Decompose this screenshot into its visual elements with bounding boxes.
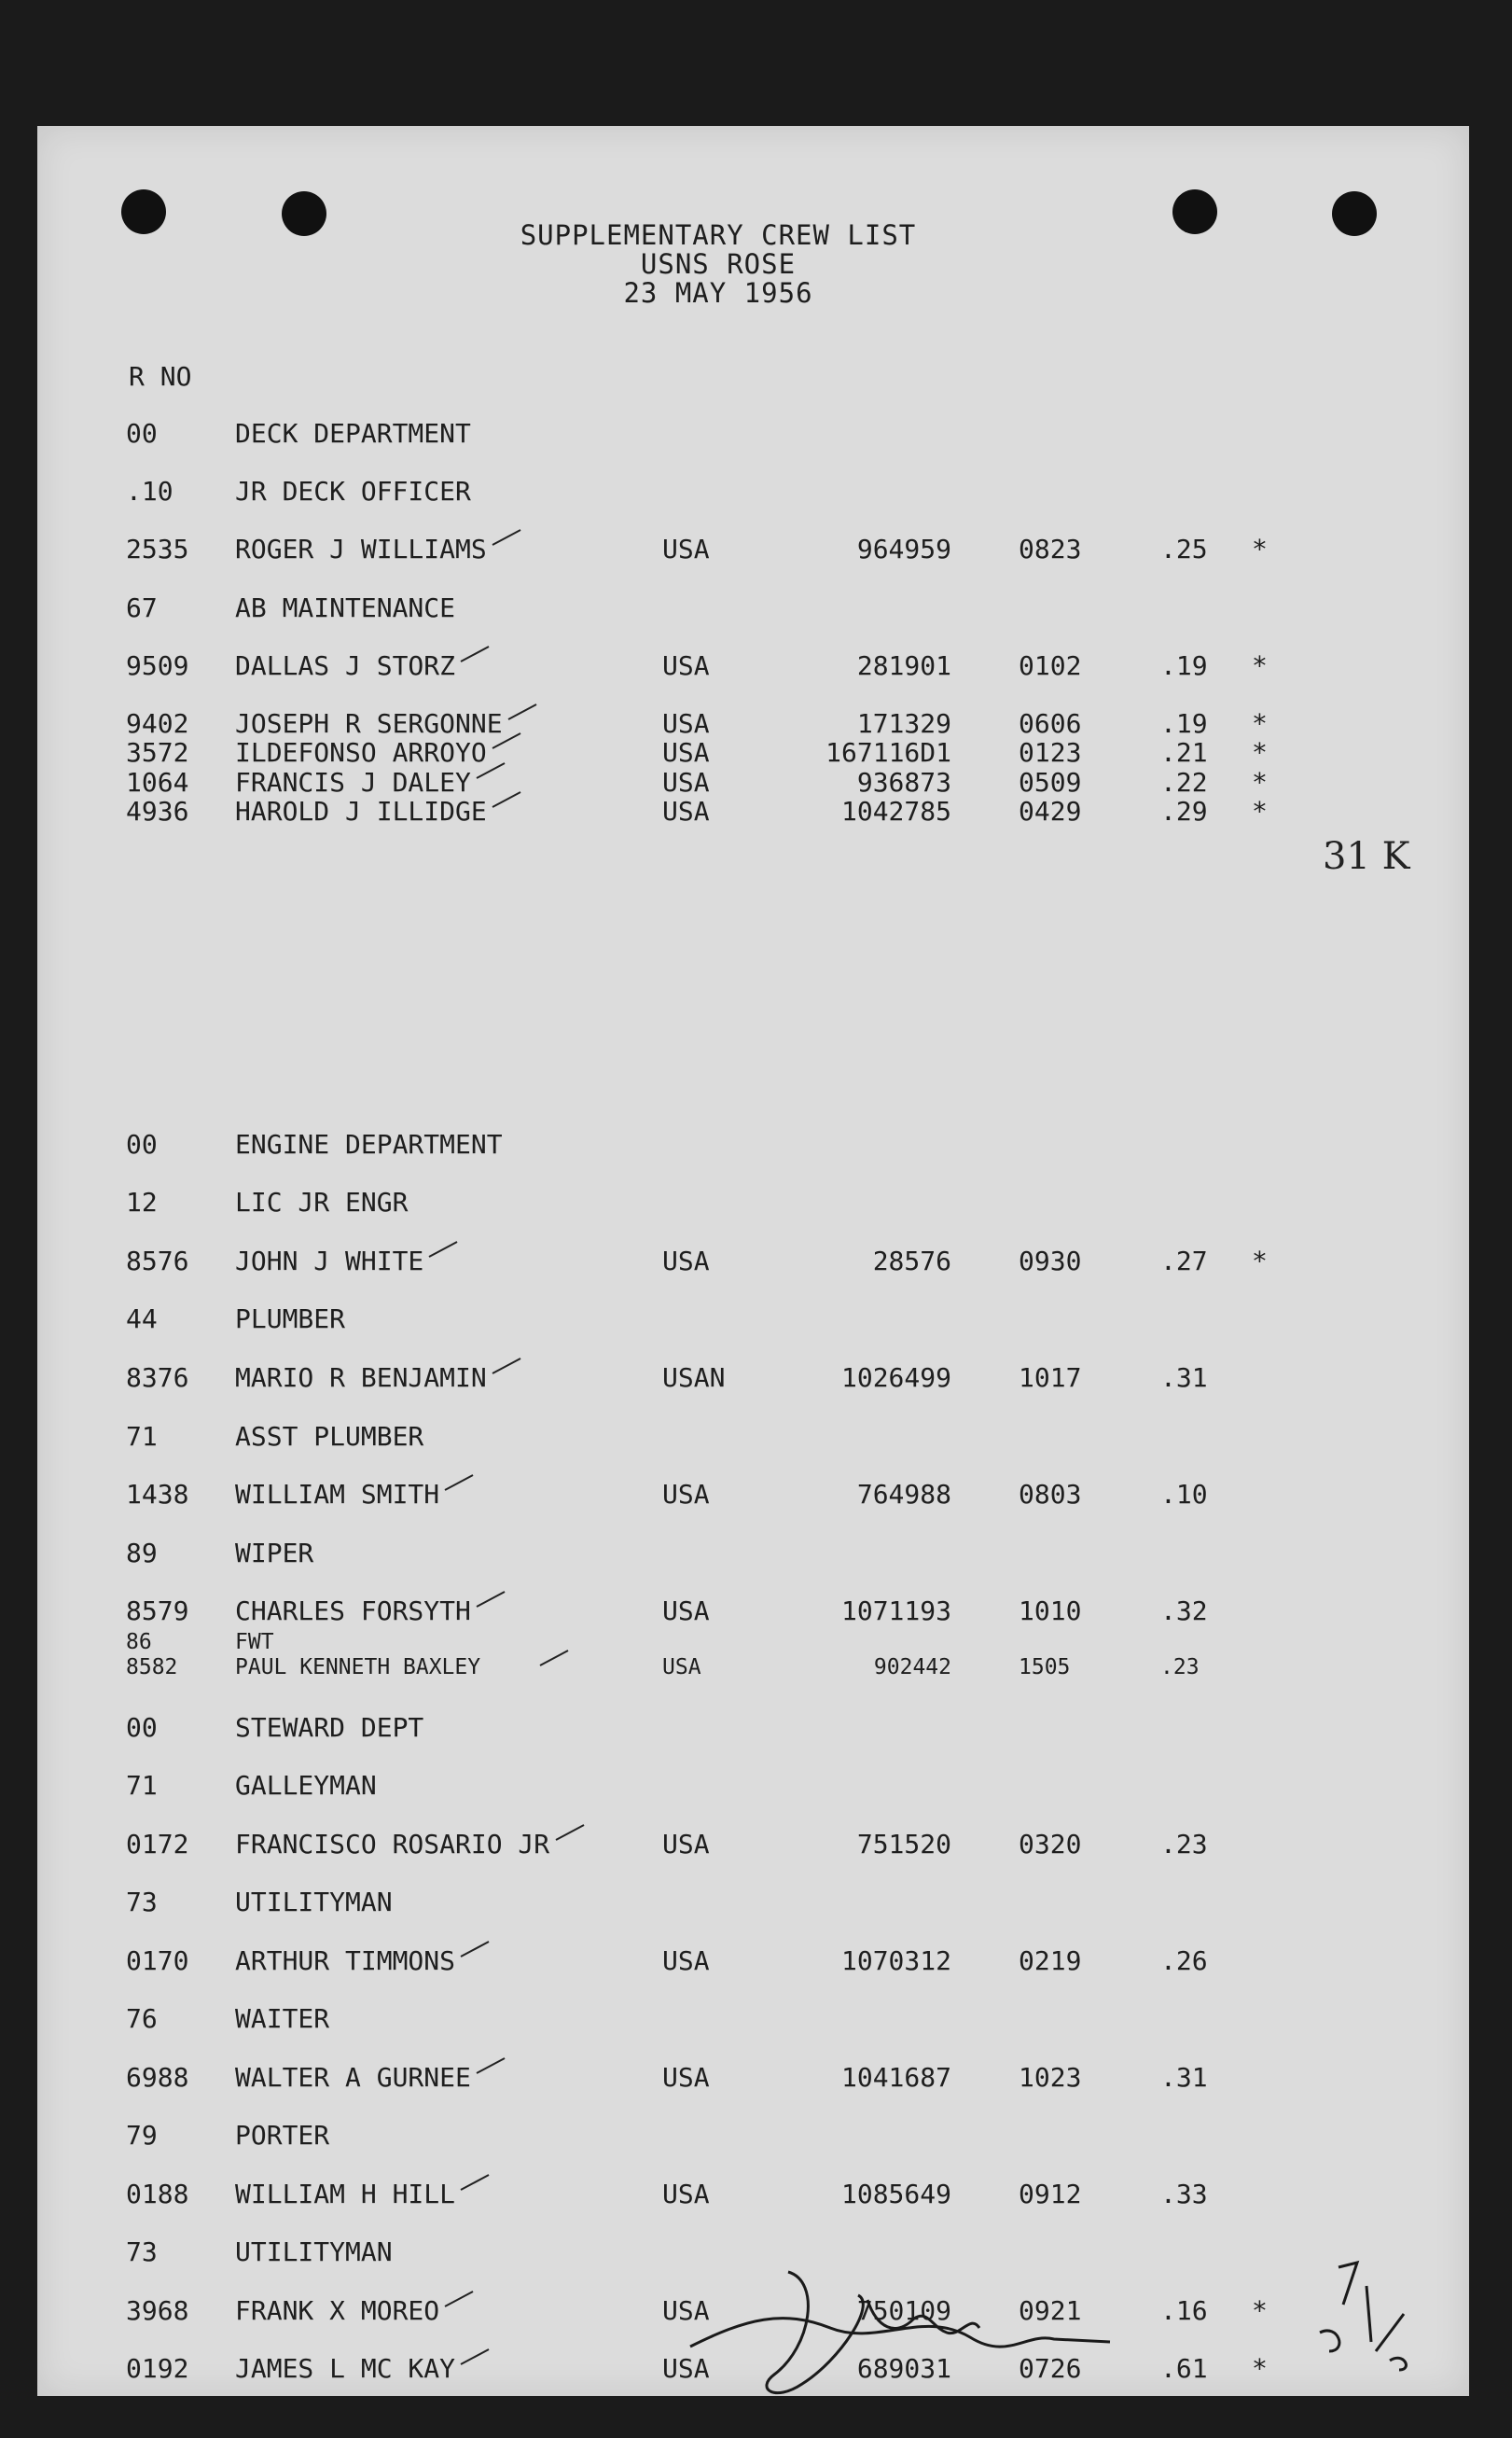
crew-ref-number: 8376 (126, 1362, 189, 1393)
asterisk-mark: * (1252, 650, 1268, 681)
crew-nationality: USA (662, 708, 710, 739)
crew-code-number: 0803 (1019, 1479, 1082, 1510)
crew-ref-number: 9509 (126, 650, 189, 681)
crew-name: WILLIAM SMITH (235, 1479, 440, 1510)
section-title: PORTER (235, 2120, 330, 2151)
crew-rate: .23 (1160, 1655, 1200, 1679)
crew-id-number: 964959 (856, 534, 951, 564)
section-title: WIPER (235, 1538, 314, 1568)
crew-name: ARTHUR TIMMONS (235, 1945, 456, 1976)
crew-rate: .61 (1160, 2353, 1208, 2384)
crew-rate: .26 (1160, 1945, 1208, 1976)
crew-ref-number: 8582 (126, 1655, 178, 1679)
crew-name: ILDEFONSO ARROYO (235, 737, 487, 768)
crew-ref-number: 1438 (126, 1479, 189, 1510)
crew-nationality: USA (662, 737, 710, 768)
crew-name: WILLIAM H HILL (235, 2179, 456, 2209)
crew-name: FRANK X MOREO (235, 2295, 440, 2326)
crew-code-number: 0912 (1019, 2179, 1082, 2209)
crew-id-number: 1041687 (840, 2062, 951, 2093)
crew-code-number: 0606 (1019, 708, 1082, 739)
section-title: JR DECK OFFICER (235, 476, 471, 507)
section-code: .10 (126, 476, 173, 507)
crew-nationality: USA (662, 2295, 710, 2326)
crew-rate: .27 (1160, 1246, 1208, 1276)
section-title: WAITER (235, 2003, 330, 2034)
crew-rate: .22 (1160, 767, 1208, 798)
crew-ref-number: 6988 (126, 2062, 189, 2093)
crew-nationality: USA (662, 2179, 710, 2209)
section-title: GALLEYMAN (235, 1770, 377, 1801)
document-title: SUPPLEMENTARY CREW LIST (520, 219, 917, 251)
crew-id-number: 281901 (856, 650, 951, 681)
section-title: UTILITYMAN (235, 2236, 393, 2267)
crew-id-number: 167116D1 (825, 737, 951, 768)
crew-id-number: 750109 (856, 2295, 951, 2326)
crew-nationality: USA (662, 767, 710, 798)
crew-code-number: 0726 (1019, 2353, 1082, 2384)
crew-code-number: 1010 (1019, 1595, 1082, 1626)
crew-nationality: USA (662, 1945, 710, 1976)
crew-ref-number: 0170 (126, 1945, 189, 1976)
crew-id-number: 689031 (856, 2353, 951, 2384)
crew-rate: .19 (1160, 650, 1208, 681)
crew-rate: .33 (1160, 2179, 1208, 2209)
crew-rate: .16 (1160, 2295, 1208, 2326)
crew-ref-number: 0172 (126, 1829, 189, 1860)
crew-code-number: 0509 (1019, 767, 1082, 798)
crew-ref-number: 9402 (126, 708, 189, 739)
crew-id-number: 1042785 (840, 796, 951, 827)
section-code: 00 (126, 1712, 158, 1743)
crew-code-number: 0219 (1019, 1945, 1082, 1976)
section-title: LIC JR ENGR (235, 1187, 409, 1218)
crew-name: JAMES L MC KAY (235, 2353, 456, 2384)
crew-nationality: USA (662, 1246, 710, 1276)
document-date: 23 MAY 1956 (623, 277, 813, 309)
section-code: 73 (126, 1887, 158, 1917)
ship-name: USNS ROSE (640, 248, 797, 280)
section-code: 71 (126, 1770, 158, 1801)
section-code: 44 (126, 1303, 158, 1334)
crew-ref-number: 4936 (126, 796, 189, 827)
crew-rate: .32 (1160, 1595, 1208, 1626)
crew-rate: .10 (1160, 1479, 1208, 1510)
crew-rate: .21 (1160, 737, 1208, 768)
crew-name: FRANCIS J DALEY (235, 767, 471, 798)
crew-rate: .29 (1160, 796, 1208, 827)
crew-id-number: 28576 (872, 1246, 951, 1276)
crew-name: PAUL KENNETH BAXLEY (235, 1655, 481, 1679)
asterisk-mark: * (1252, 1246, 1268, 1276)
crew-name: WALTER A GURNEE (235, 2062, 471, 2093)
asterisk-mark: * (1252, 737, 1268, 768)
section-title: PLUMBER (235, 1303, 346, 1334)
section-code: 73 (126, 2236, 158, 2267)
asterisk-mark: * (1252, 534, 1268, 564)
crew-name: DALLAS J STORZ (235, 650, 456, 681)
crew-name: HAROLD J ILLIDGE (235, 796, 487, 827)
crew-id-number: 1085649 (840, 2179, 951, 2209)
column-header: R NO (129, 361, 192, 392)
crew-id-number: 171329 (856, 708, 951, 739)
crew-rate: .25 (1160, 534, 1208, 564)
section-title: DECK DEPARTMENT (235, 418, 471, 449)
section-code: 86 (126, 1630, 152, 1654)
section-title: FWT (235, 1630, 274, 1654)
crew-nationality: USA (662, 1479, 710, 1510)
handwritten-signature (37, 126, 1469, 2396)
section-code: 12 (126, 1187, 158, 1218)
crew-rate: .19 (1160, 708, 1208, 739)
crew-code-number: 1023 (1019, 2062, 1082, 2093)
crew-name: JOSEPH R SERGONNE (235, 708, 503, 739)
section-code: 67 (126, 592, 158, 623)
crew-ref-number: 0188 (126, 2179, 189, 2209)
crew-code-number: 0102 (1019, 650, 1082, 681)
crew-name: CHARLES FORSYTH (235, 1595, 471, 1626)
crew-code-number: 0930 (1019, 1246, 1082, 1276)
crew-nationality: USA (662, 534, 710, 564)
crew-code-number: 0823 (1019, 534, 1082, 564)
section-title: ASST PLUMBER (235, 1421, 424, 1452)
crew-id-number: 936873 (856, 767, 951, 798)
section-title: AB MAINTENANCE (235, 592, 456, 623)
crew-name: JOHN J WHITE (235, 1246, 424, 1276)
crew-nationality: USA (662, 1595, 710, 1626)
crew-ref-number: 8576 (126, 1246, 189, 1276)
crew-code-number: 0320 (1019, 1829, 1082, 1860)
section-code: 71 (126, 1421, 158, 1452)
section-code: 89 (126, 1538, 158, 1568)
section-code: 00 (126, 418, 158, 449)
crew-rate: .31 (1160, 1362, 1208, 1393)
section-title: ENGINE DEPARTMENT (235, 1129, 503, 1160)
asterisk-mark: * (1252, 708, 1268, 739)
crew-nationality: USA (662, 796, 710, 827)
crew-ref-number: 2535 (126, 534, 189, 564)
crew-ref-number: 3968 (126, 2295, 189, 2326)
section-title: UTILITYMAN (235, 1887, 393, 1917)
crew-ref-number: 3572 (126, 737, 189, 768)
crew-code-number: 1017 (1019, 1362, 1082, 1393)
crew-nationality: USA (662, 1829, 710, 1860)
crew-ref-number: 0192 (126, 2353, 189, 2384)
corner-handwriting (1301, 2249, 1432, 2379)
crew-ref-number: 8579 (126, 1595, 189, 1626)
crew-id-number: 751520 (856, 1829, 951, 1860)
crew-ref-number: 1064 (126, 767, 189, 798)
crew-nationality: USA (662, 2353, 710, 2384)
crew-rate: .23 (1160, 1829, 1208, 1860)
crew-id-number: 902442 (873, 1655, 951, 1679)
asterisk-mark: * (1252, 767, 1268, 798)
crew-nationality: USA (662, 2062, 710, 2093)
document-page (37, 126, 1469, 2396)
asterisk-mark: * (1252, 2353, 1268, 2384)
crew-nationality: USA (662, 1655, 701, 1679)
crew-code-number: 0123 (1019, 737, 1082, 768)
section-title: STEWARD DEPT (235, 1712, 424, 1743)
asterisk-mark: * (1252, 796, 1268, 827)
crew-code-number: 0429 (1019, 796, 1082, 827)
crew-name: FRANCISCO ROSARIO JR (235, 1829, 550, 1860)
crew-id-number: 1026499 (840, 1362, 951, 1393)
crew-nationality: USAN (662, 1362, 726, 1393)
crew-id-number: 1071193 (840, 1595, 951, 1626)
crew-id-number: 764988 (856, 1479, 951, 1510)
crew-code-number: 1505 (1019, 1655, 1071, 1679)
asterisk-mark: * (1252, 2295, 1268, 2326)
crew-code-number: 0921 (1019, 2295, 1082, 2326)
crew-name: ROGER J WILLIAMS (235, 534, 487, 564)
margin-note: 31 K (1323, 835, 1410, 878)
section-code: 76 (126, 2003, 158, 2034)
crew-id-number: 1070312 (840, 1945, 951, 1976)
section-code: 00 (126, 1129, 158, 1160)
crew-nationality: USA (662, 650, 710, 681)
crew-rate: .31 (1160, 2062, 1208, 2093)
section-code: 79 (126, 2120, 158, 2151)
crew-name: MARIO R BENJAMIN (235, 1362, 487, 1393)
